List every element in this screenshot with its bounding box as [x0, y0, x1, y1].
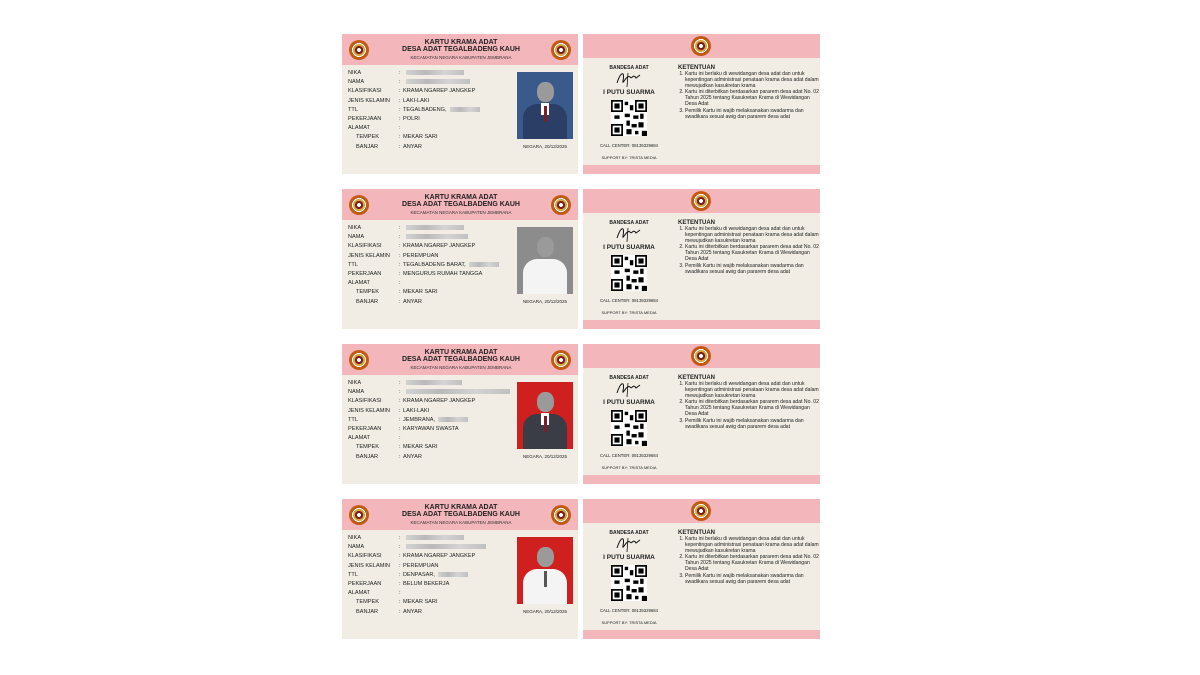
call-center: CALL CENTER: 08135329684 [599, 608, 659, 613]
card-back-footer [583, 475, 820, 484]
redacted-value [438, 572, 468, 577]
member-photo [517, 537, 573, 604]
ketentuan-item: 3. Pemilik Kartu ini wajib melaksanakan swadarma dan swadikara sesual awig dan pararem desa adat [685, 264, 820, 276]
card-back [583, 189, 820, 329]
label-nama: NAMA [348, 544, 365, 551]
redacted-value [438, 417, 468, 422]
card-region: KECAMATAN NEGARA KABUPATEN JEMBRANA [410, 55, 512, 60]
value-klasifikasi: KRAMA NGAREP JANGKEP [403, 88, 476, 95]
label-alamat: ALAMAT [348, 590, 370, 597]
member-photo [517, 382, 573, 449]
value-tempek: MEKAR SARI [403, 599, 438, 606]
support-credit: SUPPORT BY: TRISTA MEDIA [601, 465, 657, 470]
ketentuan-item: 2. Kartu ini diterbitkan berdasarkan pararem desa adat No. 02 Tahun 2025 tentang Kasukretan Krama di Wewidangan Desa Adat [685, 555, 820, 572]
label-pekerjaan: PEKERJAAN [348, 425, 382, 432]
issue-place-date: NEGARA, 20/12/2025 [522, 299, 568, 304]
label-jenis-kelamin: JENIS KELAMIN [348, 562, 390, 569]
card-pair-3 [342, 344, 820, 484]
redacted-value [406, 79, 470, 84]
seal-logo-icon [551, 350, 571, 370]
bandesa-label: BANDESA ADAT [609, 530, 649, 536]
desa-logo-icon [691, 501, 711, 521]
label-klasifikasi: KLASIFIKASI [348, 88, 382, 95]
support-credit: SUPPORT BY: TRISTA MEDIA [601, 620, 657, 625]
label-nika: NIKA [348, 535, 362, 541]
card-header [342, 344, 578, 375]
redacted-value [469, 262, 499, 267]
card-subtitle: DESA ADAT TEGALBADENG KAUH [402, 356, 520, 363]
ketentuan-item: 1. Kartu ini berlaku di wewidangan desa adat dan untuk kepentingan administrasi penataan krama desa adat dalam mewujudkan kasukretan krama [685, 537, 820, 554]
label-jenis-kelamin: JENIS KELAMIN [348, 407, 390, 414]
bandesa-name: I PUTU SUARMA [603, 89, 655, 96]
ketentuan-title: KETENTUAN [678, 65, 715, 71]
card-subtitle: DESA ADAT TEGALBADENG KAUH [402, 511, 520, 518]
signature-icon [613, 224, 645, 244]
label-tempek: TEMPEK [356, 599, 380, 606]
issue-place-date: NEGARA, 20/12/2025 [522, 609, 568, 614]
label-banjar: BANJAR [356, 143, 379, 150]
value-pekerjaan: MENGURUS RUMAH TANGGA [403, 270, 483, 277]
redacted-value [406, 544, 486, 549]
card-back-header [583, 344, 820, 368]
support-credit: SUPPORT BY: TRISTA MEDIA [601, 310, 657, 315]
value-banjar: ANYAR [403, 608, 422, 615]
label-ttl: TTL [348, 416, 358, 423]
label-nama: NAMA [348, 389, 365, 396]
value-banjar: ANYAR [403, 453, 422, 460]
label-alamat: ALAMAT [348, 435, 370, 442]
card-region: KECAMATAN NEGARA KABUPATEN JEMBRANA [410, 520, 512, 525]
value-banjar: ANYAR [403, 143, 422, 150]
redacted-value [406, 70, 464, 75]
card-fields: NIKA : NAMA : KLASIFIKASI : KRAMA NGAREP JANGKEP JENIS KELAMIN : LAKI-LAKI TTL : JEMBRANA, PEKERJAAN : KARYAWAN SWASTA ALAMAT : TEMPEK : MEKAR SARI BANJAR : ANYAR [348, 380, 518, 463]
ketentuan-list [678, 227, 820, 276]
value-ttl: TEGALBADENG, [403, 106, 447, 113]
ketentuan-item: 3. Pemilik Kartu ini wajib melaksanakan swadarma dan swadikara sesual awig dan pararem desa adat [685, 574, 820, 586]
value-jenis-kelamin: LAKI-LAKI [403, 407, 430, 414]
value-ttl: JEMBRANA, [403, 416, 436, 423]
label-banjar: BANJAR [356, 453, 379, 460]
card-header [342, 499, 578, 530]
ketentuan-list [678, 382, 820, 431]
ketentuan-list [678, 72, 820, 121]
label-ttl: TTL [348, 106, 358, 113]
label-klasifikasi: KLASIFIKASI [348, 553, 382, 560]
card-back-footer [583, 320, 820, 329]
ketentuan-item: 1. Kartu ini berlaku di wewidangan desa adat dan untuk kepentingan administrasi penataan krama desa adat dalam mewujudkan kasukretan krama [685, 382, 820, 399]
support-credit: SUPPORT BY: TRISTA MEDIA [601, 155, 657, 160]
redacted-value [406, 535, 464, 540]
card-region: KECAMATAN NEGARA KABUPATEN JEMBRANA [410, 365, 512, 370]
card-fields: NIKA : NAMA : KLASIFIKASI : KRAMA NGAREP JANGKEP JENIS KELAMIN : LAKI-LAKI TTL : TEGALBADENG, PEKERJAAN : POLRI ALAMAT : TEMPEK : MEKAR SARI BANJAR : ANYAR [348, 70, 518, 153]
member-photo [517, 72, 573, 139]
ketentuan-item: 3. Pemilik Kartu ini wajib melaksanakan swadarma dan swadikara sesual awig dan pararem desa adat [685, 109, 820, 121]
value-klasifikasi: KRAMA NGAREP JANGKEP [403, 398, 476, 405]
bandesa-label: BANDESA ADAT [609, 65, 649, 71]
label-ttl: TTL [348, 261, 358, 268]
value-banjar: ANYAR [403, 298, 422, 305]
value-tempek: MEKAR SARI [403, 289, 438, 296]
label-nika: NIKA [348, 380, 362, 386]
desa-logo-icon [349, 195, 369, 215]
card-subtitle: DESA ADAT TEGALBADENG KAUH [402, 46, 520, 53]
card-title: KARTU KRAMA ADAT [424, 194, 498, 201]
card-region: KECAMATAN NEGARA KABUPATEN JEMBRANA [410, 210, 512, 215]
card-back-header [583, 34, 820, 58]
ketentuan-item: 2. Kartu ini diterbitkan berdasarkan pararem desa adat No. 02 Tahun 2025 tentang Kasukretan Krama di Wewidangan Desa Adat [685, 245, 820, 262]
value-tempek: MEKAR SARI [403, 134, 438, 141]
ketentuan-item: 1. Kartu ini berlaku di wewidangan desa adat dan untuk kepentingan administrasi penataan krama desa adat dalam mewujudkan kasukretan krama [685, 227, 820, 244]
label-klasifikasi: KLASIFIKASI [348, 398, 382, 405]
qr-code-icon [611, 565, 647, 601]
redacted-value [406, 389, 510, 394]
redacted-value [450, 107, 480, 112]
label-nika: NIKA [348, 225, 362, 231]
ketentuan-item: 2. Kartu ini diterbitkan berdasarkan pararem desa adat No. 02 Tahun 2025 tentang Kasukretan Krama di Wewidangan Desa Adat [685, 90, 820, 107]
card-back [583, 344, 820, 484]
label-nama: NAMA [348, 234, 365, 241]
desa-logo-icon [691, 346, 711, 366]
qr-code-icon [611, 410, 647, 446]
card-back-footer [583, 630, 820, 639]
ketentuan-title: KETENTUAN [678, 530, 715, 536]
label-nika: NIKA [348, 70, 362, 76]
card-header [342, 189, 578, 220]
value-klasifikasi: KRAMA NGAREP JANGKEP [403, 553, 476, 560]
label-nama: NAMA [348, 79, 365, 86]
card-front [342, 34, 578, 174]
value-pekerjaan: BELUM BEKERJA [403, 580, 450, 587]
value-klasifikasi: KRAMA NGAREP JANGKEP [403, 243, 476, 250]
signature-icon [613, 379, 645, 399]
issue-place-date: NEGARA, 20/12/2025 [522, 454, 568, 459]
label-jenis-kelamin: JENIS KELAMIN [348, 97, 390, 104]
card-front [342, 499, 578, 639]
call-center: CALL CENTER: 08135329684 [599, 143, 659, 148]
bandesa-label: BANDESA ADAT [609, 220, 649, 226]
label-ttl: TTL [348, 571, 358, 578]
card-pair-4 [342, 499, 820, 639]
signature-icon [613, 534, 645, 554]
member-photo [517, 227, 573, 294]
value-pekerjaan: KARYAWAN SWASTA [403, 425, 459, 432]
value-ttl: DENPASAR, [403, 571, 435, 578]
card-pair-1 [342, 34, 820, 174]
card-subtitle: DESA ADAT TEGALBADENG KAUH [402, 201, 520, 208]
bandesa-name: I PUTU SUARMA [603, 554, 655, 561]
desa-logo-icon [691, 191, 711, 211]
seal-logo-icon [551, 505, 571, 525]
value-pekerjaan: POLRI [403, 115, 420, 122]
ketentuan-item: 1. Kartu ini berlaku di wewidangan desa adat dan untuk kepentingan administrasi penataan krama desa adat dalam mewujudkan kasukretan krama [685, 72, 820, 89]
desa-logo-icon [691, 36, 711, 56]
value-ttl: TEGALBADENG BARAT, [403, 261, 466, 268]
call-center: CALL CENTER: 08135329684 [599, 453, 659, 458]
ketentuan-list [678, 537, 820, 586]
card-header [342, 34, 578, 65]
card-title: KARTU KRAMA ADAT [424, 504, 498, 511]
label-alamat: ALAMAT [348, 280, 370, 287]
card-title: KARTU KRAMA ADAT [424, 349, 498, 356]
card-fields: NIKA : NAMA : KLASIFIKASI : KRAMA NGAREP JANGKEP JENIS KELAMIN : PEREMPUAN TTL : DENPASAR, PEKERJAAN : BELUM BEKERJA ALAMAT : TEMPEK : MEKAR SARI BANJAR : ANYAR [348, 535, 518, 618]
issue-place-date: NEGARA, 20/12/2025 [522, 144, 568, 149]
value-tempek: MEKAR SARI [403, 444, 438, 451]
card-back [583, 499, 820, 639]
seal-logo-icon [551, 40, 571, 60]
label-tempek: TEMPEK [356, 444, 380, 451]
label-pekerjaan: PEKERJAAN [348, 115, 382, 122]
card-title: KARTU KRAMA ADAT [424, 39, 498, 46]
card-fields: NIKA : NAMA : KLASIFIKASI : KRAMA NGAREP JANGKEP JENIS KELAMIN : PEREMPUAN TTL : TEGALBADENG BARAT, PEKERJAAN : MENGURUS RUMAH TANGGA ALAMAT : TEMPEK : MEKAR SARI BANJAR : ANYAR [348, 225, 518, 308]
bandesa-name: I PUTU SUARMA [603, 244, 655, 251]
call-center: CALL CENTER: 08135329684 [599, 298, 659, 303]
ketentuan-title: KETENTUAN [678, 375, 715, 381]
desa-logo-icon [349, 350, 369, 370]
bandesa-name: I PUTU SUARMA [603, 399, 655, 406]
label-tempek: TEMPEK [356, 134, 380, 141]
label-alamat: ALAMAT [348, 125, 370, 132]
card-back-header [583, 499, 820, 523]
ketentuan-item: 2. Kartu ini diterbitkan berdasarkan pararem desa adat No. 02 Tahun 2025 tentang Kasukretan Krama di Wewidangan Desa Adat [685, 400, 820, 417]
card-back-header [583, 189, 820, 213]
card-back [583, 34, 820, 174]
seal-logo-icon [551, 195, 571, 215]
ketentuan-title: KETENTUAN [678, 220, 715, 226]
label-klasifikasi: KLASIFIKASI [348, 243, 382, 250]
value-jenis-kelamin: LAKI-LAKI [403, 97, 430, 104]
redacted-value [406, 380, 462, 385]
bandesa-label: BANDESA ADAT [609, 375, 649, 381]
label-pekerjaan: PEKERJAAN [348, 270, 382, 277]
card-pair-2 [342, 189, 820, 329]
label-banjar: BANJAR [356, 608, 379, 615]
label-tempek: TEMPEK [356, 289, 380, 296]
desa-logo-icon [349, 40, 369, 60]
card-back-footer [583, 165, 820, 174]
redacted-value [406, 225, 464, 230]
desa-logo-icon [349, 505, 369, 525]
qr-code-icon [611, 100, 647, 136]
ketentuan-item: 3. Pemilik Kartu ini wajib melaksanakan swadarma dan swadikara sesual awig dan pararem desa adat [685, 419, 820, 431]
signature-icon [613, 69, 645, 89]
value-jenis-kelamin: PEREMPUAN [403, 252, 439, 259]
qr-code-icon [611, 255, 647, 291]
redacted-value [406, 234, 468, 239]
label-pekerjaan: PEKERJAAN [348, 580, 382, 587]
label-banjar: BANJAR [356, 298, 379, 305]
card-front [342, 344, 578, 484]
value-jenis-kelamin: PEREMPUAN [403, 562, 439, 569]
card-front [342, 189, 578, 329]
label-jenis-kelamin: JENIS KELAMIN [348, 252, 390, 259]
